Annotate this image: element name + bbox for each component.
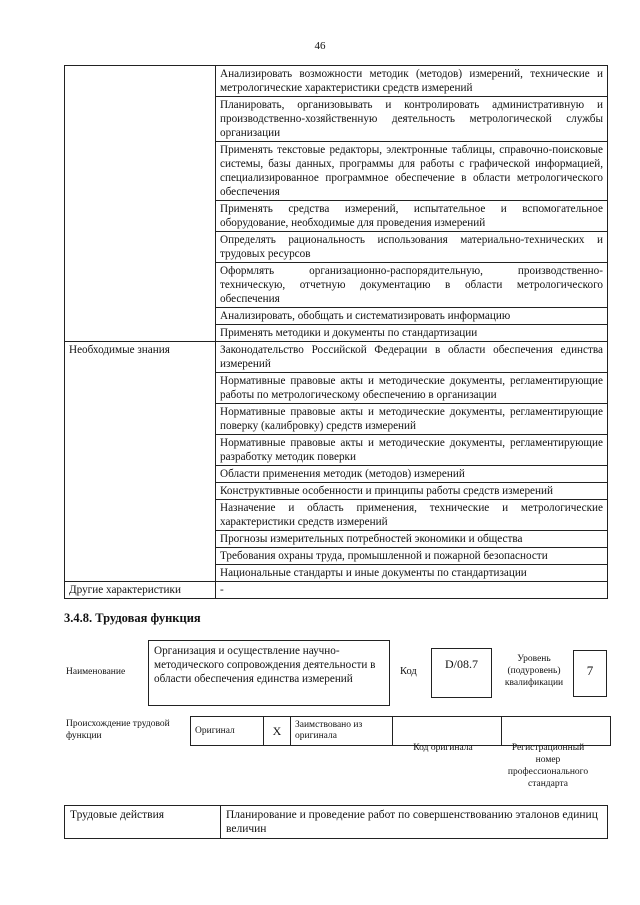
- table-row: [65, 582, 608, 599]
- row-label: Другие характеристики: [65, 582, 216, 599]
- original-label: Оригинал: [191, 717, 264, 746]
- row-item: Применять средства измерений, испытательное и вспомогательное оборудование, необходимые для проведения измерений: [216, 201, 608, 232]
- row-item: Применять методики и документы по стандартизации: [216, 325, 608, 342]
- row-item: Анализировать возможности методик (методов) измерений, технические и метрологические характеристики средств измерений: [216, 66, 608, 97]
- row-item: Применять текстовые редакторы, электронные таблицы, справочно-поисковые системы, базы данных, программы для работы с графической информацией, специализированное программное обеспечение в области метрологического обеспечения: [216, 142, 608, 201]
- level-label: Уровень (подуровень) квалификации: [504, 654, 564, 688]
- name-label: Наименование: [66, 667, 126, 677]
- function-code-field: D/08.7: [431, 648, 492, 698]
- skills-knowledge-table: [64, 65, 608, 599]
- row-item: Требования охраны труда, промышленной и пожарной безопасности: [216, 548, 608, 565]
- function-name-field: Организация и осуществление научно-методического сопровождения деятельности в области обеспечения единства измерений: [148, 640, 390, 706]
- row-item: Законодательство Российской Федерации в области обеспечения единства измерений: [216, 342, 608, 373]
- row-item: Анализировать, обобщать и систематизировать информацию: [216, 308, 608, 325]
- row-item: Нормативные правовые акты и методические документы, регламентирующие поверку (калибровку) средств измерений: [216, 404, 608, 435]
- actions-item: Планирование и проведение работ по совершенствованию эталонов единиц величин: [221, 806, 608, 839]
- row-item: Области применения методик (методов) измерений: [216, 466, 608, 483]
- row-item: Национальные стандарты и иные документы по стандартизации: [216, 565, 608, 582]
- row-item: Определять рациональность использования материально-технических и трудовых ресурсов: [216, 232, 608, 263]
- row-item: Назначение и область применения, технические и метрологические характеристики средств измерений: [216, 500, 608, 531]
- table-row: [65, 66, 608, 97]
- code-original-caption: Код оригинала: [413, 743, 473, 753]
- borrowed-label: Заимствовано из оригинала: [291, 717, 393, 746]
- row-item: -: [216, 582, 608, 599]
- row-label: Необходимые знания: [65, 342, 216, 582]
- table-row: [65, 342, 608, 373]
- row-item: Конструктивные особенности и принципы работы средств измерений: [216, 483, 608, 500]
- row-item: Планировать, организовывать и контролировать административную и производственно-хозяйственную деятельность метрологической службы организации: [216, 97, 608, 142]
- qualification-level-field: 7: [573, 650, 607, 697]
- original-mark: X: [264, 717, 291, 746]
- row-label: [65, 66, 216, 342]
- actions-label: Трудовые действия: [65, 806, 221, 839]
- code-label: Код: [400, 666, 417, 677]
- row-item: Нормативные правовые акты и методические документы, регламентирующие работы по метрологическому обеспечению в организации: [216, 373, 608, 404]
- origin-label: Происхождение трудовой функции: [66, 719, 170, 741]
- page-number: 46: [314, 40, 326, 52]
- row-item: Оформлять организационно-распорядительную, производственно-техническую, отчетную документацию в области метрологического обеспечения: [216, 263, 608, 308]
- section-title: 3.4.8. Трудовая функция: [64, 611, 201, 625]
- row-item: Прогнозы измерительных потребностей экономики и общества: [216, 531, 608, 548]
- row-item: Нормативные правовые акты и методические документы, регламентирующие разработку методик поверки: [216, 435, 608, 466]
- reg-number-caption: Регистрационный номер профессионального стандарта: [507, 743, 589, 789]
- labor-actions-table: [64, 805, 608, 839]
